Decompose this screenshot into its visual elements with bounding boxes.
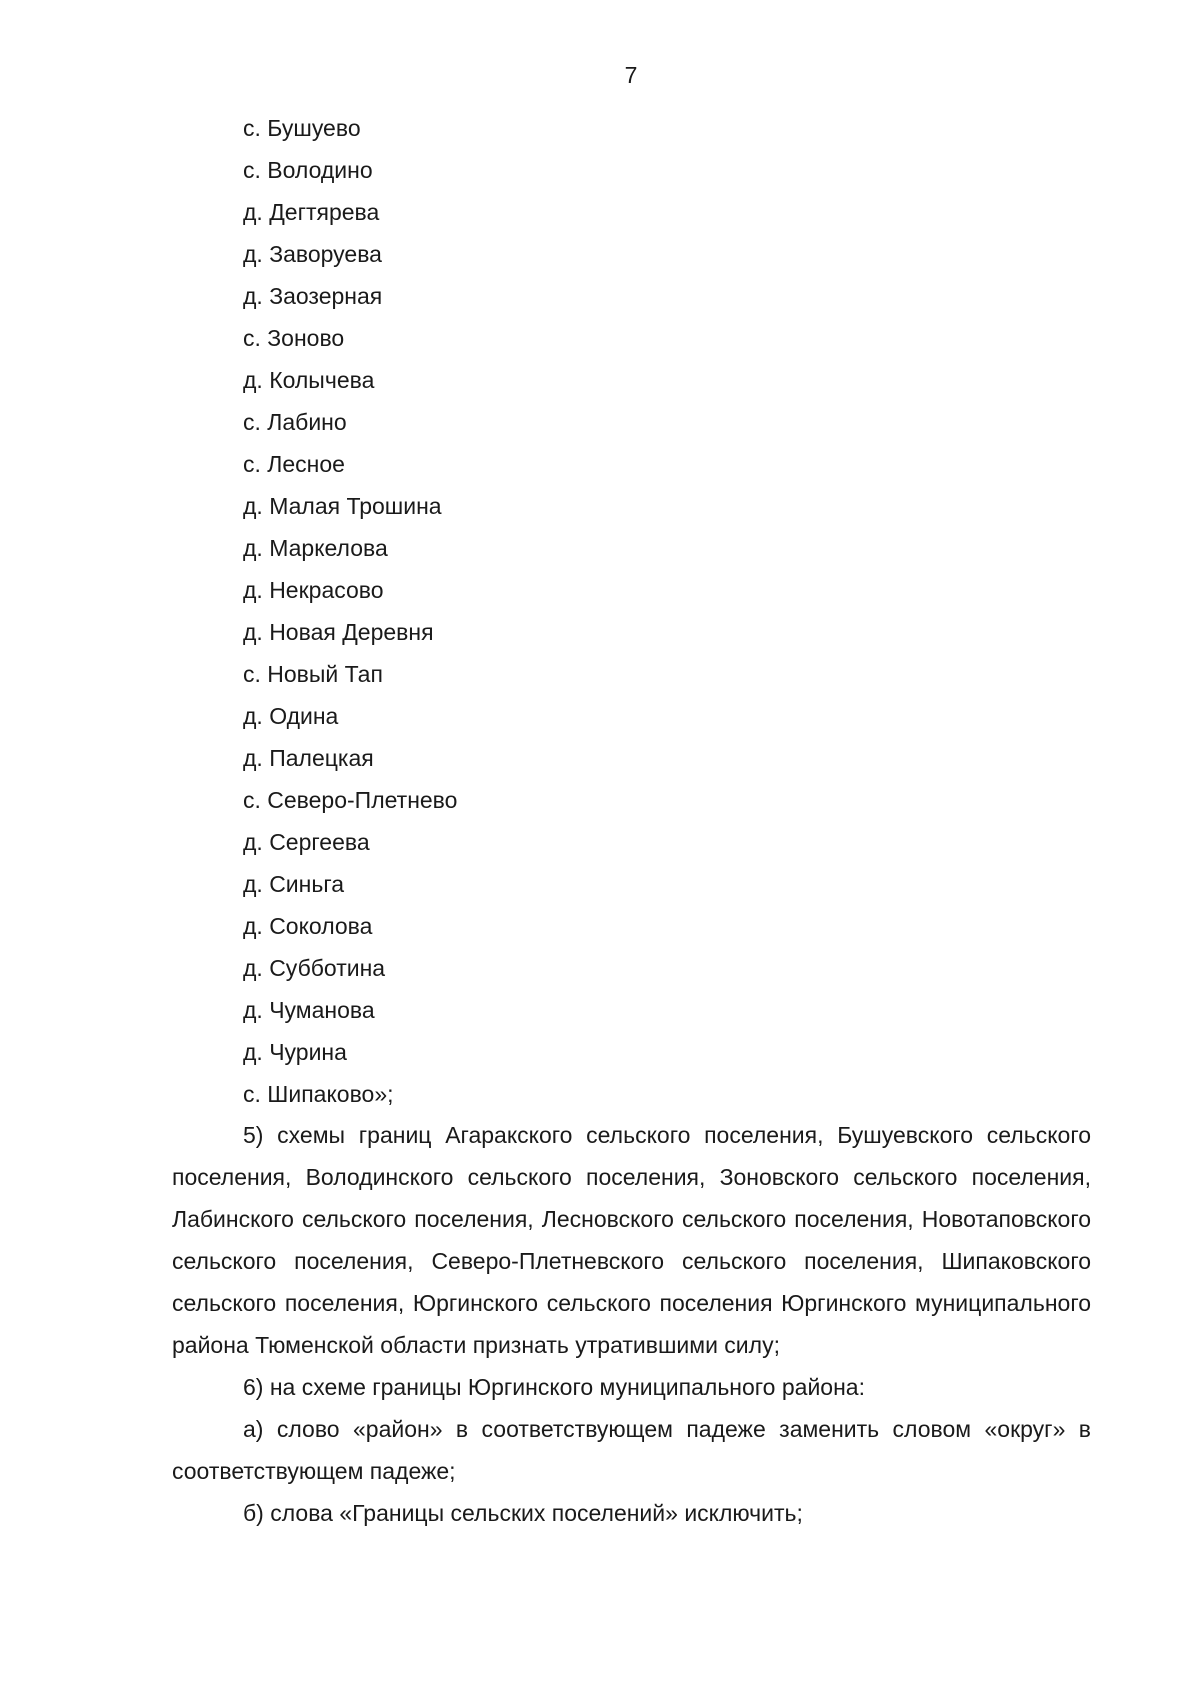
- list-item: д. Субботина: [243, 955, 386, 981]
- list-item: д. Чуманова: [243, 997, 375, 1023]
- list-item: д. Малая Трошина: [243, 493, 442, 519]
- list-item: д. Некрасово: [243, 577, 384, 603]
- settlement-list: [243, 107, 457, 1115]
- list-item: с. Новый Тап: [243, 661, 383, 687]
- paragraph-subitem-b: б) слова «Границы сельских поселений» исключить;: [243, 1500, 803, 1526]
- page-number: 7: [624, 62, 638, 88]
- list-item: с. Лесное: [243, 451, 345, 477]
- paragraph-item-6: 6) на схеме границы Юргинского муниципального района:: [243, 1374, 865, 1400]
- list-item: с. Бушуево: [243, 115, 361, 141]
- list-item: д. Новая Деревня: [243, 619, 434, 645]
- list-item: д. Колычева: [243, 367, 375, 393]
- list-item: д. Заозерная: [243, 283, 383, 309]
- list-item: д. Синьга: [243, 871, 345, 897]
- list-item: д. Палецкая: [243, 745, 374, 771]
- paragraph-item-5: 5) схемы границ Агаракского сельского поселения, Бушуевского сельского поселения, Володинского сельского поселения, Зоновского сельского поселения, Лабинского сельского поселения, Лесновского сельского поселения, Новотаповского сельского поселения, Северо-Плетневского сельского поселения, Шипаковского сельского поселения, Юргинского сельского поселения Юргинского муниципального района Тюменской области признать утратившими силу;: [172, 1122, 1091, 1358]
- paragraph-subitem-a: а) слово «район» в соответствующем падеже заменить словом «округ» в соответствующем падеже;: [172, 1416, 1091, 1484]
- list-item: с. Северо-Плетнево: [243, 787, 458, 813]
- list-item: с. Володино: [243, 157, 373, 183]
- list-item: д. Заворуева: [243, 241, 382, 267]
- list-item: д. Чурина: [243, 1039, 347, 1065]
- list-item: с. Лабино: [243, 409, 347, 435]
- list-item: д. Соколова: [243, 913, 373, 939]
- list-item: д. Сергеева: [243, 829, 370, 855]
- list-item: д. Дегтярева: [243, 199, 380, 225]
- list-item: с. Зоново: [243, 325, 345, 351]
- document-body: [172, 1114, 1091, 1534]
- list-item: д. Одина: [243, 703, 339, 729]
- list-item: д. Маркелова: [243, 535, 388, 561]
- list-item: с. Шипаково»;: [243, 1081, 394, 1107]
